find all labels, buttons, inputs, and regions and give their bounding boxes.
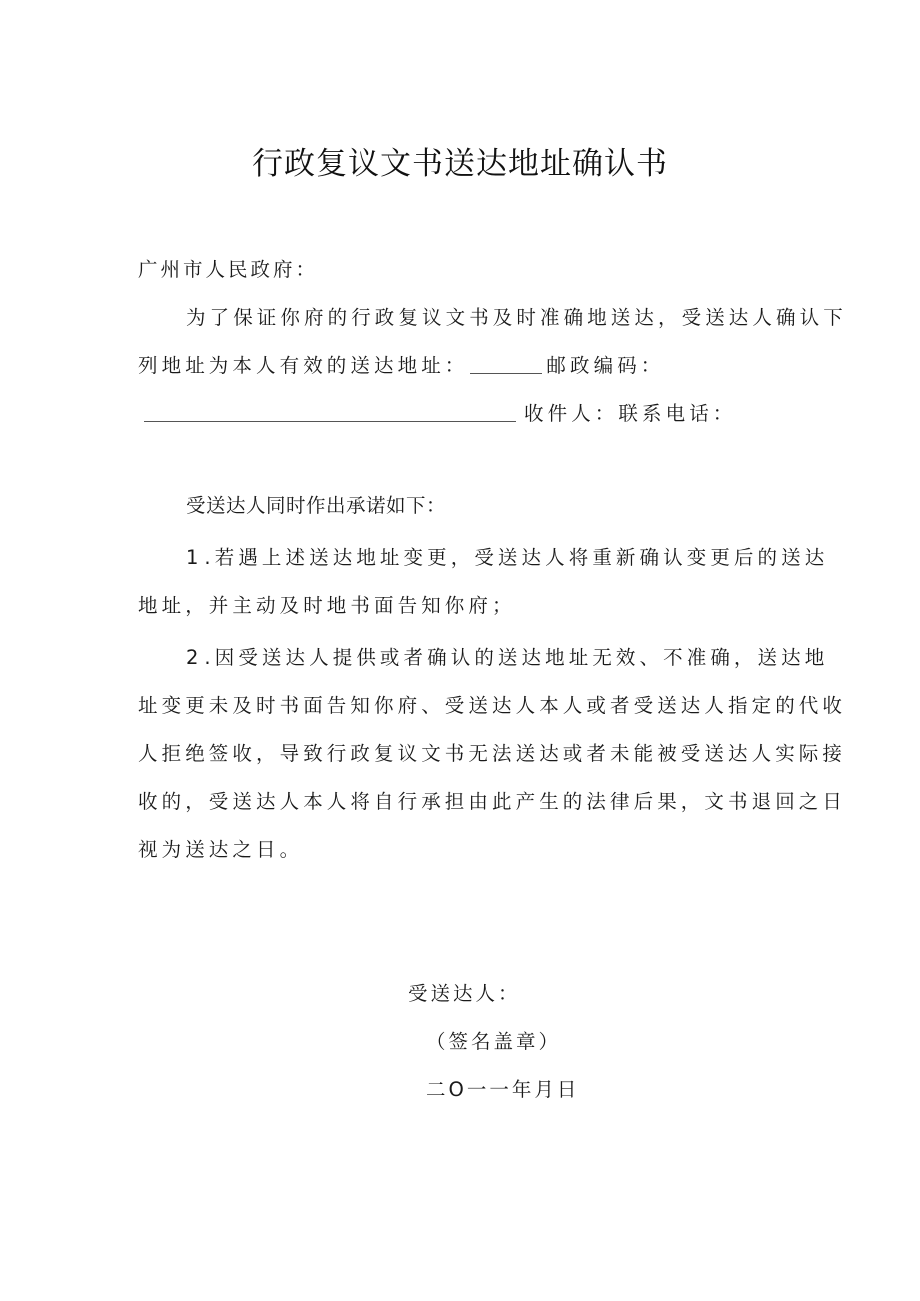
- item-2-line-5: 视为送达之日。: [138, 838, 304, 861]
- salutation: 广州市人民政府：: [138, 258, 319, 281]
- item-2-number: 2: [186, 646, 199, 669]
- item-1-line-1: 1 .若遇上述送达地址变更，受送达人将重新确认变更后的送达: [186, 546, 829, 569]
- commitment-heading: 受送达人同时作出承诺如下：: [186, 494, 447, 517]
- item-2-line-2: 址变更未及时书面告知你府、受送达人本人或者受送达人指定的代收: [138, 694, 847, 717]
- postcode-blank: [144, 403, 516, 422]
- intro-line-3: [138, 398, 788, 426]
- item-2-line-4: 收的，受送达人本人将自行承担由此产生的法律后果，文书退回之日: [138, 790, 847, 813]
- recipient-label: 受送达人：: [408, 982, 521, 1005]
- recipient-phone-label: 收件人：联系电话：: [524, 402, 737, 425]
- address-blank: [470, 355, 542, 374]
- postcode-label: 邮政编码：: [546, 354, 665, 377]
- item-1-line-2: 地址，并主动及时地书面告知你府；: [138, 594, 516, 617]
- date-line: 二O一一年月日: [426, 1078, 580, 1101]
- item-2-line-3: 人拒绝签收，导致行政复议文书无法送达或者未能被受送达人实际接: [138, 742, 847, 765]
- document-title: 行政复议文书送达地址确认书: [252, 146, 668, 182]
- seal-label: （签名盖章）: [426, 1030, 562, 1053]
- intro-line-1: 为了保证你府的行政复议文书及时准确地送达，受送达人确认下: [186, 306, 847, 329]
- item-2-line-1: 2 .因受送达人提供或者确认的送达地址无效、不准确，送达地: [186, 646, 829, 669]
- item-1-number: 1: [186, 546, 199, 569]
- intro-line-2: [138, 350, 788, 378]
- address-label: 列地址为本人有效的送达地址：: [138, 354, 469, 377]
